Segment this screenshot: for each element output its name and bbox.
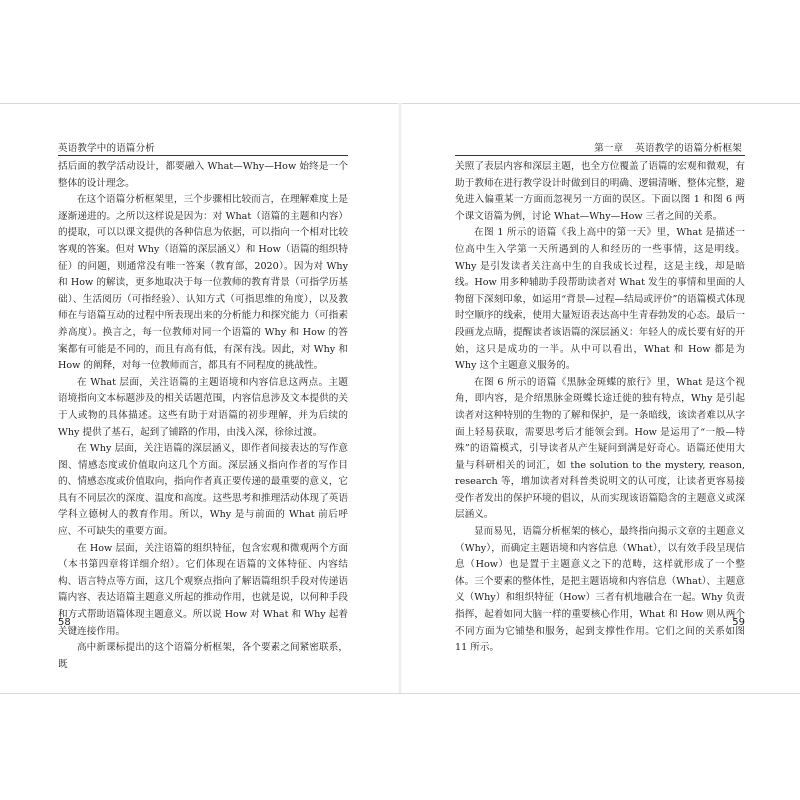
right-paragraph: 在图 1 所示的语篇《我上高中的第一天》里，What 是描述一位高中生入学第一天所遇到的人和经历的一些事情，这是明线。Why 是引发读者关注高中生的自我成长过程，这是主线，却是暗线。How 用多种辅助手段帮助读者对 What 发生的事情和里面的人物留下深刻印象，如运用“背景—过程—结局或评价”的语篇模式体现时空顺序的线索，使用大量短语表达高中生青春勃发的心态。最后一段画龙点睛，提醒读者该语篇的深层涵义：年轻人的成长要有好的开始，这只是成功的一半。从中可以看出，What 和 How 都是为 Why 这个主题意义服务的。	[455, 227, 745, 372]
right-page-number: 59	[732, 617, 745, 628]
left-paragraph: 括后面的教学活动设计，都要融入 What—Why—How 始终是一个整体的设计理念。	[58, 161, 348, 189]
right-running-header	[594, 140, 742, 154]
spread-bottom-edge	[0, 693, 800, 694]
right-paragraph: 关照了表层内容和深层主题，也全方位覆盖了语篇的宏观和微观，有助于教师在进行教学设计时做到目的明确、逻辑清晰、整体完整，避免进入偏重某一方面而忽视另一方面的误区。下面以图 1 和图 6 两个课文语篇为例，讨论 What—Why—How 三者之间的关系。	[455, 161, 745, 222]
left-page	[0, 103, 400, 693]
left-paragraph: 在这个语篇分析框架里，三个步骤相比较而言，在理解难度上是逐渐递进的。之所以这样说是因为：对 What（语篇的主题和内容）的提取，可以以课文提供的各种信息为依据，可以指向一个相对比较客观的答案。但对 Why（语篇的深层涵义）和 How（语篇的组织特征）的问题，则通常没有唯一答案（教育部，2020）。因为对 Why 和 How 的解读，更多地取决于每一位教师的教育背景（可指学历基础）、生活阅历（可指经验）、认知方式（可指思维的角度），以及教师在与语篇互动的过程中所表现出来的分析能力和探究能力（可指素养高度）。换言之，每一位教师对同一个语篇的 Why 和 How 的答案都有可能是不同的，而且有高有低，有深有浅。因此，对 Why 和 How 的阐释，对每一位教师而言，都具有不同程度的挑战性。	[58, 194, 348, 372]
left-paragraph: 在 What 层面，关注语篇的主题语境和内容信息这两点。主题语境指向文本标题涉及的相关话题范围，内容信息涉及文本提供的关于人或物的具体描述。这些有助于对语篇的初步理解，并为后续的 Why 提供了基石，起到了铺路的作用，由浅入深，徐徐过渡。	[58, 376, 348, 438]
left-paragraph: 高中新课标提出的这个语篇分析框架，各个要素之间紧密联系，既	[58, 642, 348, 670]
left-body-text	[58, 159, 348, 673]
right-page	[400, 103, 800, 693]
chapter-title: 英语教学的语篇分析框架	[635, 143, 742, 154]
chapter-label: 第一章	[594, 143, 624, 154]
right-paragraph: 在图 6 所示的语篇《黑脉金斑蝶的旅行》里，What 是这个视角，即内容，是介绍黑脉金斑蝶长途迁徙的独有特点，Why 是引起读者对这种特别的生物的了解和保护，是一条暗线，该读者难以从字面上轻易获取，需要思考后才能领会到。How 是运用了“一般—特殊”的语篇模式，引导读者从产生疑问到满是好奇心。语篇还使用大量与科研相关的词汇，如 the solution to the mystery, reason, research 等，增加读者对科普类说明文的认可度，让读者更容易接受作者发出的保护环境的倡议，从而实现该语篇隐含的主题意义或深层涵义。	[455, 376, 745, 521]
left-page-number: 58	[58, 617, 71, 628]
left-header-rule	[58, 155, 348, 156]
right-header-rule	[455, 155, 745, 156]
left-running-header: 英语教学中的语篇分析	[58, 143, 156, 154]
left-paragraph: 在 Why 层面，关注语篇的深层涵义，即作者间接表达的写作意图、情感态度或价值取向这几个方面。深层涵义指向作者的写作目的、情感态度或价值取向，指向作者真正要传递的最重要的意义，它具有不同层次的深度、温度和高度。这些思考和推理活动体现了英语学科立德树人的教育作用。所以，Why 是与前面的 What 前后呼应、不可缺失的重要方面。	[58, 443, 348, 538]
right-paragraph: 显而易见，语篇分析框架的核心，最终指向揭示文章的主题意义（Why），而确定主题语境和内容信息（What），以有效手段呈现信息（How）也是置于主题意义之下的范畴，这样就形成了一个整体。三个要素的整体性，是把主题语境和内容信息（What）、主题意义（Why）和组织特征（How）三者有机地融合在一起。Why 负责指挥，起着如同大脑一样的重要核心作用，What 和 How 则从两个不同方面为它铺垫和服务，起到支撑性作用。它们之间的关系如图 11 所示。	[455, 526, 745, 654]
left-paragraph: 在 How 层面，关注语篇的组织特征，包含宏观和微观两个方面（本书第四章将详细介绍）。它们体现在语篇的文体特征、内容结构、语言特点等方面，这几个观察点指向了解语篇组织手段对传递语篇内容、表达语篇主题意义所起的推动作用，也就是说，以何种手段和方式帮助语篇体现主题意义。所以说 How 对 What 和 Why 起着关键连接作用。	[58, 542, 348, 637]
right-body-text	[455, 159, 745, 657]
